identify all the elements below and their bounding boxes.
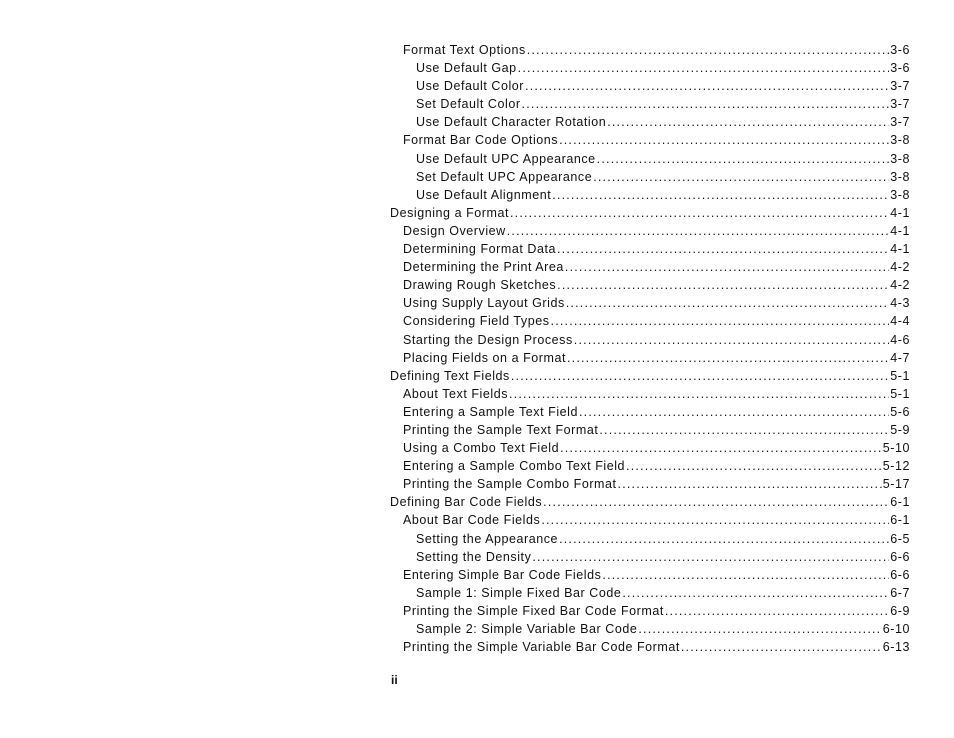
toc-entry[interactable]	[390, 258, 910, 276]
toc-entry-title: Format Text Options	[403, 43, 526, 57]
toc-entry[interactable]	[390, 620, 910, 638]
toc-entry-page: 5-6	[890, 404, 910, 419]
toc-entry-title: Entering Simple Bar Code Fields	[403, 567, 602, 582]
toc-entry-title: About Bar Code Fields	[403, 513, 541, 528]
toc-entry[interactable]	[390, 584, 910, 602]
toc-entry[interactable]	[390, 222, 910, 240]
toc-entry[interactable]	[390, 204, 910, 222]
toc-entry-title: Use Default Gap	[416, 61, 517, 76]
toc-entry-page: 5-1	[890, 368, 910, 383]
dot-leader	[507, 222, 890, 240]
toc-entry-title: Set Default Color	[416, 97, 521, 112]
toc-entry[interactable]	[390, 150, 910, 168]
toc-entry-page: 4-1	[890, 205, 910, 220]
toc-entry-title: Entering a Sample Text Field	[403, 404, 578, 419]
toc-entry-page: 4-1	[890, 223, 910, 238]
toc-entry-title: Sample 2: Simple Variable Bar Code	[416, 622, 638, 636]
toc-entry-title: Use Default Character Rotation	[416, 115, 607, 130]
dot-leader	[597, 150, 890, 168]
toc-entry[interactable]	[390, 59, 910, 77]
toc-entry-page: 3-8	[890, 151, 910, 166]
dot-leader	[567, 349, 889, 367]
toc-entry-page: 4-7	[890, 350, 910, 365]
toc-entry-title: Printing the Sample Combo Format	[403, 477, 617, 492]
dot-leader	[525, 77, 889, 95]
toc-entry-title: Use Default UPC Appearance	[416, 151, 596, 166]
toc-entry-page: 6-10	[882, 622, 910, 636]
toc-entry-page: 6-6	[890, 567, 910, 582]
toc-entry[interactable]	[390, 602, 910, 620]
toc-entry-page: 6-6	[890, 549, 910, 564]
toc-entry-title: Use Default Color	[416, 79, 525, 94]
toc-entry[interactable]	[390, 439, 910, 457]
dot-leader	[557, 276, 889, 294]
toc-entry-title: Determining Format Data	[403, 242, 556, 257]
toc-entry-page: 5-17	[882, 477, 910, 492]
toc-entry-page: 3-6	[890, 43, 910, 57]
toc-entry-title: Use Default Alignment	[416, 187, 552, 202]
toc-entry-page: 3-7	[890, 79, 910, 94]
dot-leader	[566, 294, 890, 312]
toc-entry[interactable]	[390, 113, 910, 131]
toc-entry-page: 5-10	[882, 441, 910, 456]
toc-entry[interactable]	[390, 131, 910, 149]
toc-entry[interactable]	[390, 186, 910, 204]
toc-entry[interactable]	[390, 530, 910, 548]
dot-leader	[559, 530, 889, 548]
toc-entry-title: Sample 1: Simple Fixed Bar Code	[416, 585, 622, 600]
toc-entry-page: 5-1	[890, 386, 910, 401]
toc-entry[interactable]	[390, 77, 910, 95]
toc-entry-page: 3-8	[890, 133, 910, 148]
dot-leader	[638, 620, 881, 638]
toc-entry-title: Printing the Simple Fixed Bar Code Format	[403, 603, 664, 618]
toc-entry-page: 3-8	[890, 187, 910, 202]
dot-leader	[559, 131, 889, 149]
toc-entry-page: 4-2	[890, 278, 910, 293]
toc-entry[interactable]	[390, 41, 910, 59]
toc-entry[interactable]	[390, 403, 910, 421]
toc-entry[interactable]	[390, 475, 910, 493]
dot-leader	[541, 511, 889, 529]
dot-leader	[527, 41, 890, 59]
toc-entry[interactable]	[390, 349, 910, 367]
toc-entry-page: 6-1	[890, 495, 910, 510]
toc-entry-page: 6-13	[882, 640, 910, 655]
toc-entry-page: 6-7	[890, 585, 910, 600]
toc-entry-page: 4-2	[890, 260, 910, 275]
toc-entry-title: Setting the Density	[416, 549, 532, 564]
dot-leader	[510, 204, 889, 222]
toc-entry-page: 4-6	[890, 332, 910, 347]
toc-entry-page: 6-1	[890, 513, 910, 528]
toc-entry-page: 3-7	[890, 115, 910, 130]
dot-leader	[557, 240, 889, 258]
toc-entry-title: Entering a Sample Combo Text Field	[403, 459, 626, 474]
dot-leader	[681, 638, 882, 656]
toc-entry-title: Considering Field Types	[403, 314, 550, 329]
toc-entry-page: 6-5	[890, 531, 910, 546]
toc-entry[interactable]	[390, 638, 910, 656]
toc-entry[interactable]	[390, 312, 910, 330]
dot-leader	[532, 548, 889, 566]
toc-entry-title: Determining the Print Area	[403, 260, 564, 275]
toc-entry[interactable]	[390, 421, 910, 439]
dot-leader	[599, 421, 889, 439]
toc-entry[interactable]	[390, 294, 910, 312]
toc-entry[interactable]	[390, 276, 910, 294]
toc-entry-title: Design Overview	[403, 223, 506, 238]
toc-entry-title: Printing the Simple Variable Bar Code Format	[403, 640, 680, 655]
toc-entry-title: Defining Bar Code Fields	[390, 495, 543, 510]
dot-leader	[602, 566, 889, 584]
toc-entry[interactable]	[390, 95, 910, 113]
toc-entry[interactable]	[390, 168, 910, 186]
toc-entry[interactable]	[390, 331, 910, 349]
dot-leader	[607, 113, 889, 131]
toc-entry[interactable]	[390, 367, 910, 385]
toc-entry-page: 5-12	[882, 459, 910, 474]
toc-entry[interactable]	[390, 493, 910, 511]
dot-leader	[665, 602, 889, 620]
dot-leader	[560, 439, 882, 457]
toc-entry-page: 6-9	[890, 603, 910, 618]
toc-entry-page: 5-9	[890, 422, 910, 437]
toc-entry[interactable]	[390, 240, 910, 258]
toc-entry-page: 4-3	[890, 296, 910, 311]
toc-entry-title: Starting the Design Process	[403, 332, 573, 347]
toc-entry-title: Designing a Format	[390, 205, 509, 220]
toc-entry-title: Set Default UPC Appearance	[416, 169, 593, 184]
page-number: ii	[391, 673, 398, 687]
toc-entry-title: Using Supply Layout Grids	[403, 296, 565, 311]
dot-leader	[574, 331, 889, 349]
toc-entry-title: Format Bar Code Options	[403, 133, 559, 148]
toc-entry[interactable]	[390, 548, 910, 566]
dot-leader	[511, 367, 889, 385]
dot-leader	[593, 168, 889, 186]
toc-entry-page: 3-6	[890, 61, 910, 76]
dot-leader	[509, 385, 889, 403]
toc-entry-title: Placing Fields on a Format	[403, 350, 566, 365]
toc-entry-title: Printing the Sample Text Format	[403, 422, 599, 437]
dot-leader	[518, 59, 890, 77]
toc-entry-title: Using a Combo Text Field	[403, 441, 560, 456]
toc-entry[interactable]	[390, 457, 910, 475]
dot-leader	[543, 493, 889, 511]
toc-entry[interactable]	[390, 566, 910, 584]
toc-entry-page: 4-1	[890, 242, 910, 257]
dot-leader	[522, 95, 890, 113]
toc-entry-page: 3-8	[890, 169, 910, 184]
toc-entry-title: Setting the Appearance	[416, 531, 559, 546]
toc-entry-title: Defining Text Fields	[390, 368, 510, 383]
toc-entry[interactable]	[390, 511, 910, 529]
toc-entry[interactable]	[390, 385, 910, 403]
toc-entry-title: Drawing Rough Sketches	[403, 278, 557, 293]
table-of-contents	[390, 41, 910, 656]
dot-leader	[579, 403, 889, 421]
dot-leader	[618, 475, 882, 493]
toc-entry-page: 3-7	[890, 97, 910, 112]
dot-leader	[565, 258, 889, 276]
dot-leader	[622, 584, 889, 602]
dot-leader	[551, 312, 890, 330]
toc-entry-title: About Text Fields	[403, 386, 509, 401]
dot-leader	[552, 186, 889, 204]
toc-entry-page: 4-4	[890, 314, 910, 329]
dot-leader	[626, 457, 882, 475]
